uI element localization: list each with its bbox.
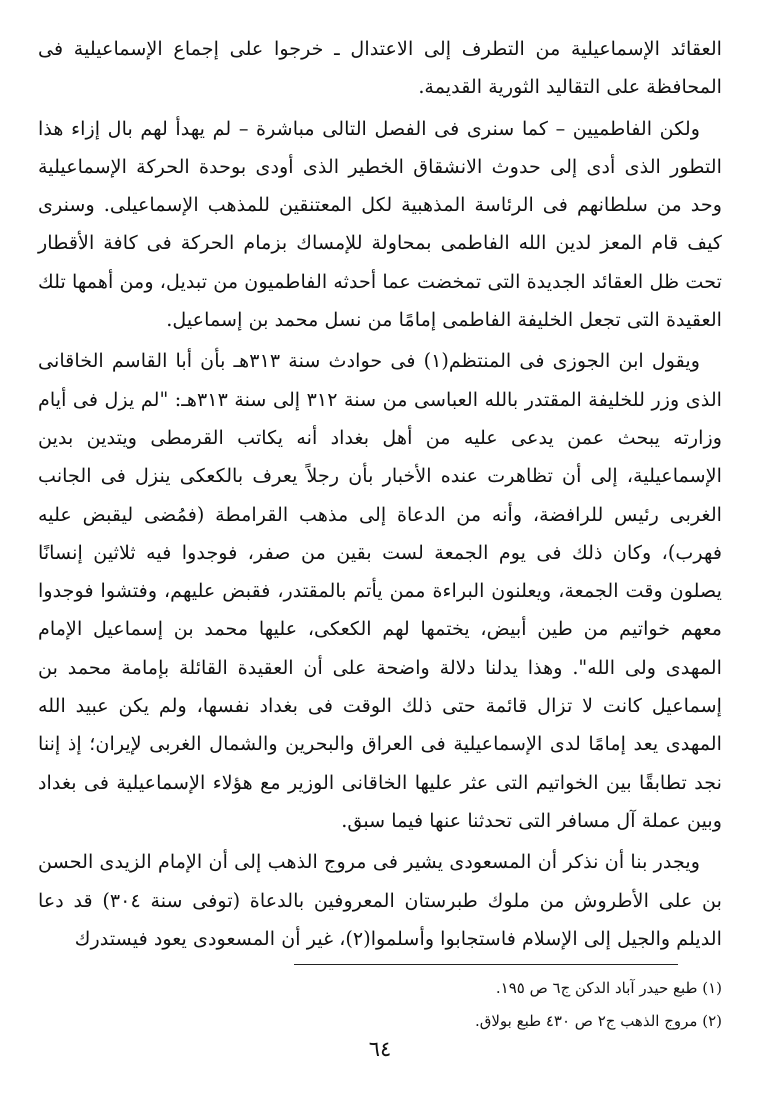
paragraph-1: العقائد الإسماعيلية من التطرف إلى الاعتدال ـ خرجوا على إجماع الإسماعيلية فى المحافظة على التقاليد الثورية القديمة. <box>38 37 722 99</box>
page-number: ٦٤ <box>368 1037 392 1061</box>
document-page <box>38 30 722 961</box>
body-text <box>38 30 722 958</box>
paragraph-3: ويقول ابن الجوزى فى المنتظم(١) فى حوادث سنة ٣١٣هـ بأن أبا القاسم الخاقانى الذى وزر للخليفة المقتدر بالله العباسى من سنة ٣١٢ إلى سنة ٣١٣هـ: "لم يزل فى أيام وزارته يبحث عمن يدعى عليه من أهل بغداد أنه يكاتب القرمطى ويتدين بدين الإسماعيلية، إلى أن تظاهرت عنده الأخبار بأن رجلاً يعرف بالكعكى ينزل فى الجانب الغربى رئيس للرافضة، وأنه من الدعاة إلى مذهب القرامطة (فمُضى ليقبض عليه فهرب)، وكان ذلك فى يوم الجمعة لست بقين من صفر، فوجدوا فيه ثلاثين إنسانًا يصلون وقت الجمعة، ويعلنون البراءة ممن يأتم بالمقتدر، فقبض عليهم، وفتشوا فوجدوا معهم خواتيم من طين أبيض، يختمها لهم الكعكى، عليها محمد بن إسماعيل الإمام المهدى ولى الله". وهذا يدلنا دلالة واضحة على أن العقيدة القائلة بإمامة محمد بن إسماعيل كانت لا تزال قائمة حتى ذلك الوقت فى بغداد نفسها، ولم يكن عبيد الله المهدى يعد إمامًا لدى الإسماعيلية فى العراق والبحرين والشمال الغربى لإيران؛ إذ إننا نجد تطابقًا بين الخواتيم التى عثر عليها الخاقانى الوزير مع هؤلاء الإسماعيلية فى بغداد وبين عملة آل مسافر التى تحدثنا عنها فيما سبق. <box>38 349 723 832</box>
footnotes <box>38 972 722 1038</box>
footnote-separator <box>294 964 678 965</box>
footnote-1: (١) طبع حيدر آباد الدكن ج٦ ص ١٩٥. <box>495 979 722 997</box>
paragraph-4: ويجدر بنا أن نذكر أن المسعودى يشير فى مروج الذهب إلى أن الإمام الزيدى الحسن بن على الأطروش من ملوك طبرستان المعروفين بالدعاة (توفى سنة ٣٠٤) قد دعا الديلم والجيل إلى الإسلام فاستجابوا وأسلموا(٢)، غير أن المسعودى يعود فيستدرك <box>38 850 722 950</box>
footnote-2: (٢) مروج الذهب ج٢ ص ٤٣٠ طبع بولاق. <box>474 1012 722 1030</box>
paragraph-2: ولكن الفاطميين – كما سنرى فى الفصل التالى مباشرة – لم يهدأ لهم بال إزاء هذا التطور الذى أدى إلى حدوث الانشقاق الخطير الذى أودى بوحدة الحركة الإسماعيلية وحد من سلطانهم فى الرئاسة المذهبية لكل المعتنقين للمذهب الإسماعيلى. وسنرى كيف قام المعز لدين الله الفاطمى بمحاولة للإمساك بزمام الحركة فى كافة الأقطار تحت ظل العقائد الجديدة التى تمخضت عما أحدثه الفاطميون من تبديل، ومن أهمها تلك العقيدة التى تجعل الخليفة الفاطمى إمامًا من نسل محمد بن إسماعيل. <box>38 116 722 332</box>
